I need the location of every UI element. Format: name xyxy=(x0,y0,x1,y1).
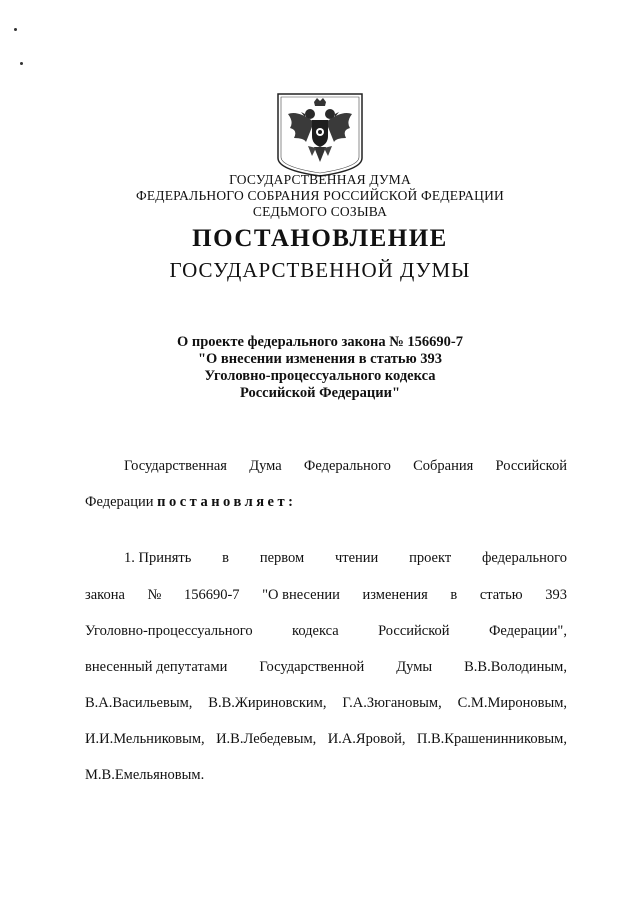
paragraph-word: в xyxy=(450,587,458,603)
paragraph-word: федерального xyxy=(482,550,567,566)
paragraph-row-3 xyxy=(85,623,567,640)
subject-line-4: Российской Федерации" xyxy=(239,385,401,401)
preamble-word: Государственная xyxy=(124,458,227,474)
preamble-row-1 xyxy=(124,458,567,475)
deputy-name: И.А.Яровой, xyxy=(327,731,406,747)
deputy-name: В.А.Васильевым, xyxy=(85,695,193,711)
paragraph-row-1 xyxy=(124,550,567,567)
decision-verb: постановляет: xyxy=(157,494,297,510)
paragraph-word: чтении xyxy=(334,550,379,566)
scan-speck xyxy=(14,28,17,31)
paragraph-word: Российской xyxy=(378,623,450,639)
paragraph-word: 1. Принять xyxy=(124,550,192,566)
deputy-name: В.В.Жириновским, xyxy=(208,695,327,711)
subject-line-3: Уголовно-процессуального кодекса xyxy=(204,368,436,384)
paragraph-word: закона xyxy=(85,587,125,603)
header-line-convocation: СЕДЬМОГО СОЗЫВА xyxy=(252,204,388,219)
preamble-word: Федерации xyxy=(85,494,154,510)
preamble-word: Собрания xyxy=(413,458,474,474)
preamble-word: Российской xyxy=(495,458,567,474)
paragraph-word: внесенный депутатами xyxy=(85,659,228,675)
paragraph-word: проект xyxy=(409,550,452,566)
deputy-name: С.М.Мироновым, xyxy=(457,695,567,711)
subject-line-1: О проекте федерального закона № 156690-7 xyxy=(176,334,464,350)
paragraph-word: 393 xyxy=(545,587,567,603)
paragraph-word: Уголовно-процессуального xyxy=(85,623,253,639)
deputy-name: П.В.Крашенинниковым, xyxy=(416,731,567,747)
deputy-name: Г.А.Зюгановым, xyxy=(342,695,442,711)
paragraph-word: изменения xyxy=(362,587,428,603)
paragraph-word: первом xyxy=(259,550,305,566)
paragraph-word: Думы xyxy=(396,659,433,675)
paragraph-word: Государственной xyxy=(259,659,365,675)
paragraph-row-6 xyxy=(85,731,567,748)
eagle-emblem-icon xyxy=(276,92,364,178)
preamble-word: Дума xyxy=(249,458,282,474)
paragraph-word: кодекса xyxy=(292,623,339,639)
paragraph-row-2 xyxy=(85,587,567,604)
document-title: ПОСТАНОВЛЕНИЕ xyxy=(192,225,448,252)
paragraph-word: в xyxy=(222,550,230,566)
paragraph-word: статью xyxy=(479,587,523,603)
paragraph-word: В.В.Володиным, xyxy=(464,659,567,675)
paragraph-word: Федерации", xyxy=(488,623,567,639)
paragraph-word: 156690-7 xyxy=(183,587,240,603)
deputy-name: И.И.Мельниковым, xyxy=(85,731,205,747)
coat-of-arms-emblem xyxy=(276,92,364,178)
subject-line-2: "О внесении изменения в статью 393 xyxy=(197,351,443,367)
preamble-word: Федерального xyxy=(303,458,391,474)
paragraph-word: № xyxy=(147,587,162,603)
header-line-duma: ГОСУДАРСТВЕННАЯ ДУМА xyxy=(229,172,411,187)
paragraph-row-7: М.В.Емельяновым. xyxy=(85,767,205,783)
paragraph-row-5 xyxy=(85,695,567,712)
paragraph-word: "О внесении xyxy=(262,587,340,603)
deputy-name: И.В.Лебедевым, xyxy=(216,731,317,747)
header-line-assembly: ФЕДЕРАЛЬНОГО СОБРАНИЯ РОССИЙСКОЙ ФЕДЕРАЦИИ xyxy=(136,188,504,203)
document-subtitle: ГОСУДАРСТВЕННОЙ ДУМЫ xyxy=(169,258,471,282)
preamble-row-2 xyxy=(85,494,296,511)
paragraph-row-4 xyxy=(85,659,567,676)
scan-speck xyxy=(20,62,23,65)
